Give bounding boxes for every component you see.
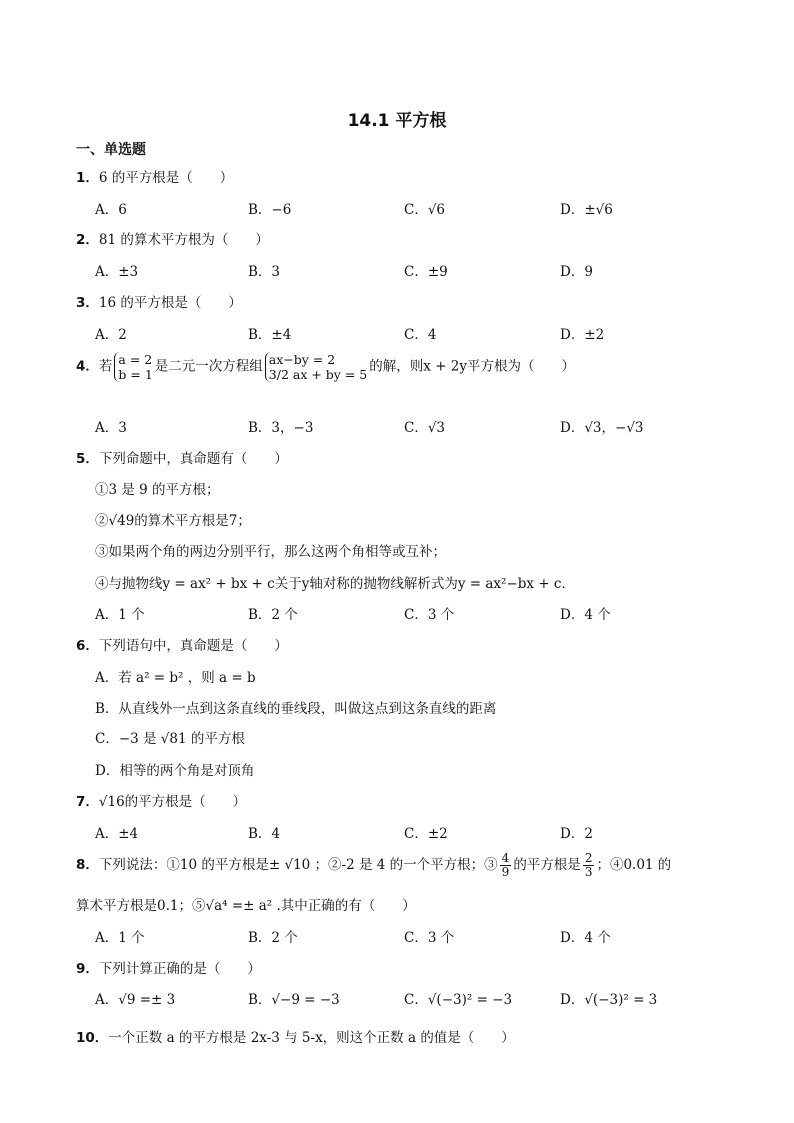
question-9-stem (76, 957, 261, 977)
question-number: 8． (76, 857, 99, 873)
q5-statement-4: ④与抛物线y = ax² + bx + c关于y轴对称的抛物线解析式为y = ax²−bx + c． (95, 576, 575, 592)
question-4-stem (76, 352, 575, 382)
question-text: 下列语句中，真命题是（ ） (98, 638, 288, 654)
q8-option-c: C．3 个 (404, 930, 455, 946)
question-text: 下列命题中，真命题有（ ） (98, 451, 288, 467)
q6-option-a: A．若 a² = b² ，则 a = b (95, 670, 256, 686)
question-text: 81 的算术平方根为（ ） (98, 232, 269, 248)
q7-option-d: D．2 (560, 826, 593, 842)
q5-option-c: C．3 个 (404, 607, 455, 623)
question-number: 7． (76, 794, 99, 810)
equation-line: 3/2 ax + by = 5 (268, 367, 368, 382)
question-number: 4． (76, 358, 99, 375)
q7-option-a: A．±4 (95, 826, 139, 842)
q9-option-c: C．√(−3)² = −3 (404, 992, 513, 1008)
q1-option-d: D．±√6 (560, 202, 613, 218)
equation-line: b = 1 (118, 367, 153, 382)
question-number: 2． (76, 232, 99, 248)
question-5-stem (76, 447, 288, 467)
equation-system (265, 352, 367, 382)
question-text: 的平方根是 (513, 857, 581, 873)
q8-option-d: D．4 个 (560, 930, 611, 946)
q2-option-b: B．3 (248, 264, 281, 280)
question-3-stem (76, 291, 242, 311)
q7-option-b: B．4 (248, 826, 281, 842)
q4-option-d: D．√3，−√3 (560, 420, 644, 436)
q2-option-c: C．±9 (404, 264, 448, 280)
question-2-stem (76, 228, 269, 248)
q6-option-b: B．从直线外一点到这条直线的垂线段，叫做这点到这条直线的距离 (95, 701, 497, 717)
q1-option-a: A．6 (95, 202, 127, 218)
equation-line: ax−by = 2 (268, 352, 336, 367)
q5-statement-3: ③如果两个角的两边分别平行，那么这两个角相等或互补； (95, 544, 446, 560)
question-6-stem (76, 634, 288, 654)
question-text: √16的平方根是（ ） (98, 794, 247, 810)
question-text: 下列计算正确的是（ ） (98, 961, 261, 977)
equation-system-solution (114, 352, 152, 382)
q2-option-a: A．±3 (95, 264, 139, 280)
question-number: 5． (76, 451, 99, 467)
q4-option-a: A．3 (95, 420, 127, 436)
question-8-stem-continued: 算术平方根是0.1；⑤√a⁴ =± a² .其中正确的有（ ） (76, 898, 416, 914)
question-text: 一个正数 a 的平方根是 2x-3 与 5-x，则这个正数 a 的值是（ ） (108, 1030, 515, 1046)
q4-option-c: C．√3 (404, 420, 446, 436)
numerator: 2 (584, 851, 593, 865)
denominator: 9 (501, 865, 510, 879)
question-text: 的解，则x + 2y平方根为（ ） (369, 358, 575, 375)
question-text: 6 的平方根是（ ） (98, 170, 234, 186)
q5-statement-1: ①3 是 9 的平方根； (95, 482, 220, 498)
q3-option-b: B．±4 (248, 327, 292, 343)
q3-option-c: C．4 (404, 327, 437, 343)
question-number: 10． (76, 1030, 109, 1046)
q2-option-d: D．9 (560, 264, 593, 280)
q5-option-a: A．1 个 (95, 607, 145, 623)
q1-option-b: B．−6 (248, 202, 292, 218)
q3-option-d: D．±2 (560, 327, 605, 343)
page-title: 14.1 平方根 (347, 111, 447, 131)
q7-option-c: C．±2 (404, 826, 448, 842)
question-number: 9． (76, 961, 99, 977)
question-number: 6． (76, 638, 99, 654)
q6-option-d: D．相等的两个角是对顶角 (95, 763, 255, 779)
question-number: 3． (76, 295, 99, 311)
q9-option-a: A．√9 =± 3 (95, 992, 176, 1008)
q5-option-d: D．4 个 (560, 607, 611, 623)
q5-statement-2: ②√49的算术平方根是7； (95, 513, 251, 529)
question-text: 是二元一次方程组 (154, 358, 263, 375)
numerator: 4 (501, 851, 510, 865)
question-1-stem (76, 166, 233, 186)
q1-option-c: C．√6 (404, 202, 446, 218)
question-text: 16 的平方根是（ ） (98, 295, 242, 311)
question-text: 下列说法：①10 的平方根是± √10 ；②-2 是 4 的一个平方根；③ (98, 857, 498, 873)
q3-option-a: A．2 (95, 327, 127, 343)
q4-option-b: B．3，−3 (248, 420, 314, 436)
fraction (583, 852, 595, 879)
q9-option-d: D．√(−3)² = 3 (560, 992, 658, 1008)
section-title: 一、单选题 (76, 142, 146, 158)
q8-option-b: B．2 个 (248, 930, 298, 946)
denominator: 3 (584, 865, 593, 879)
fraction (500, 852, 512, 879)
q6-option-c: C．−3 是 √81 的平方根 (95, 731, 245, 747)
question-10-stem (76, 1026, 515, 1046)
q8-option-a: A．1 个 (95, 930, 145, 946)
q9-option-b: B．√−9 = −3 (248, 992, 340, 1008)
question-8-stem (76, 852, 671, 879)
question-number: 1． (76, 170, 99, 186)
question-7-stem (76, 790, 246, 810)
question-text: 若 (98, 358, 113, 375)
equation-line: a = 2 (118, 352, 153, 367)
question-text: ；④0.01 的 (596, 857, 672, 873)
q5-option-b: B．2 个 (248, 607, 298, 623)
